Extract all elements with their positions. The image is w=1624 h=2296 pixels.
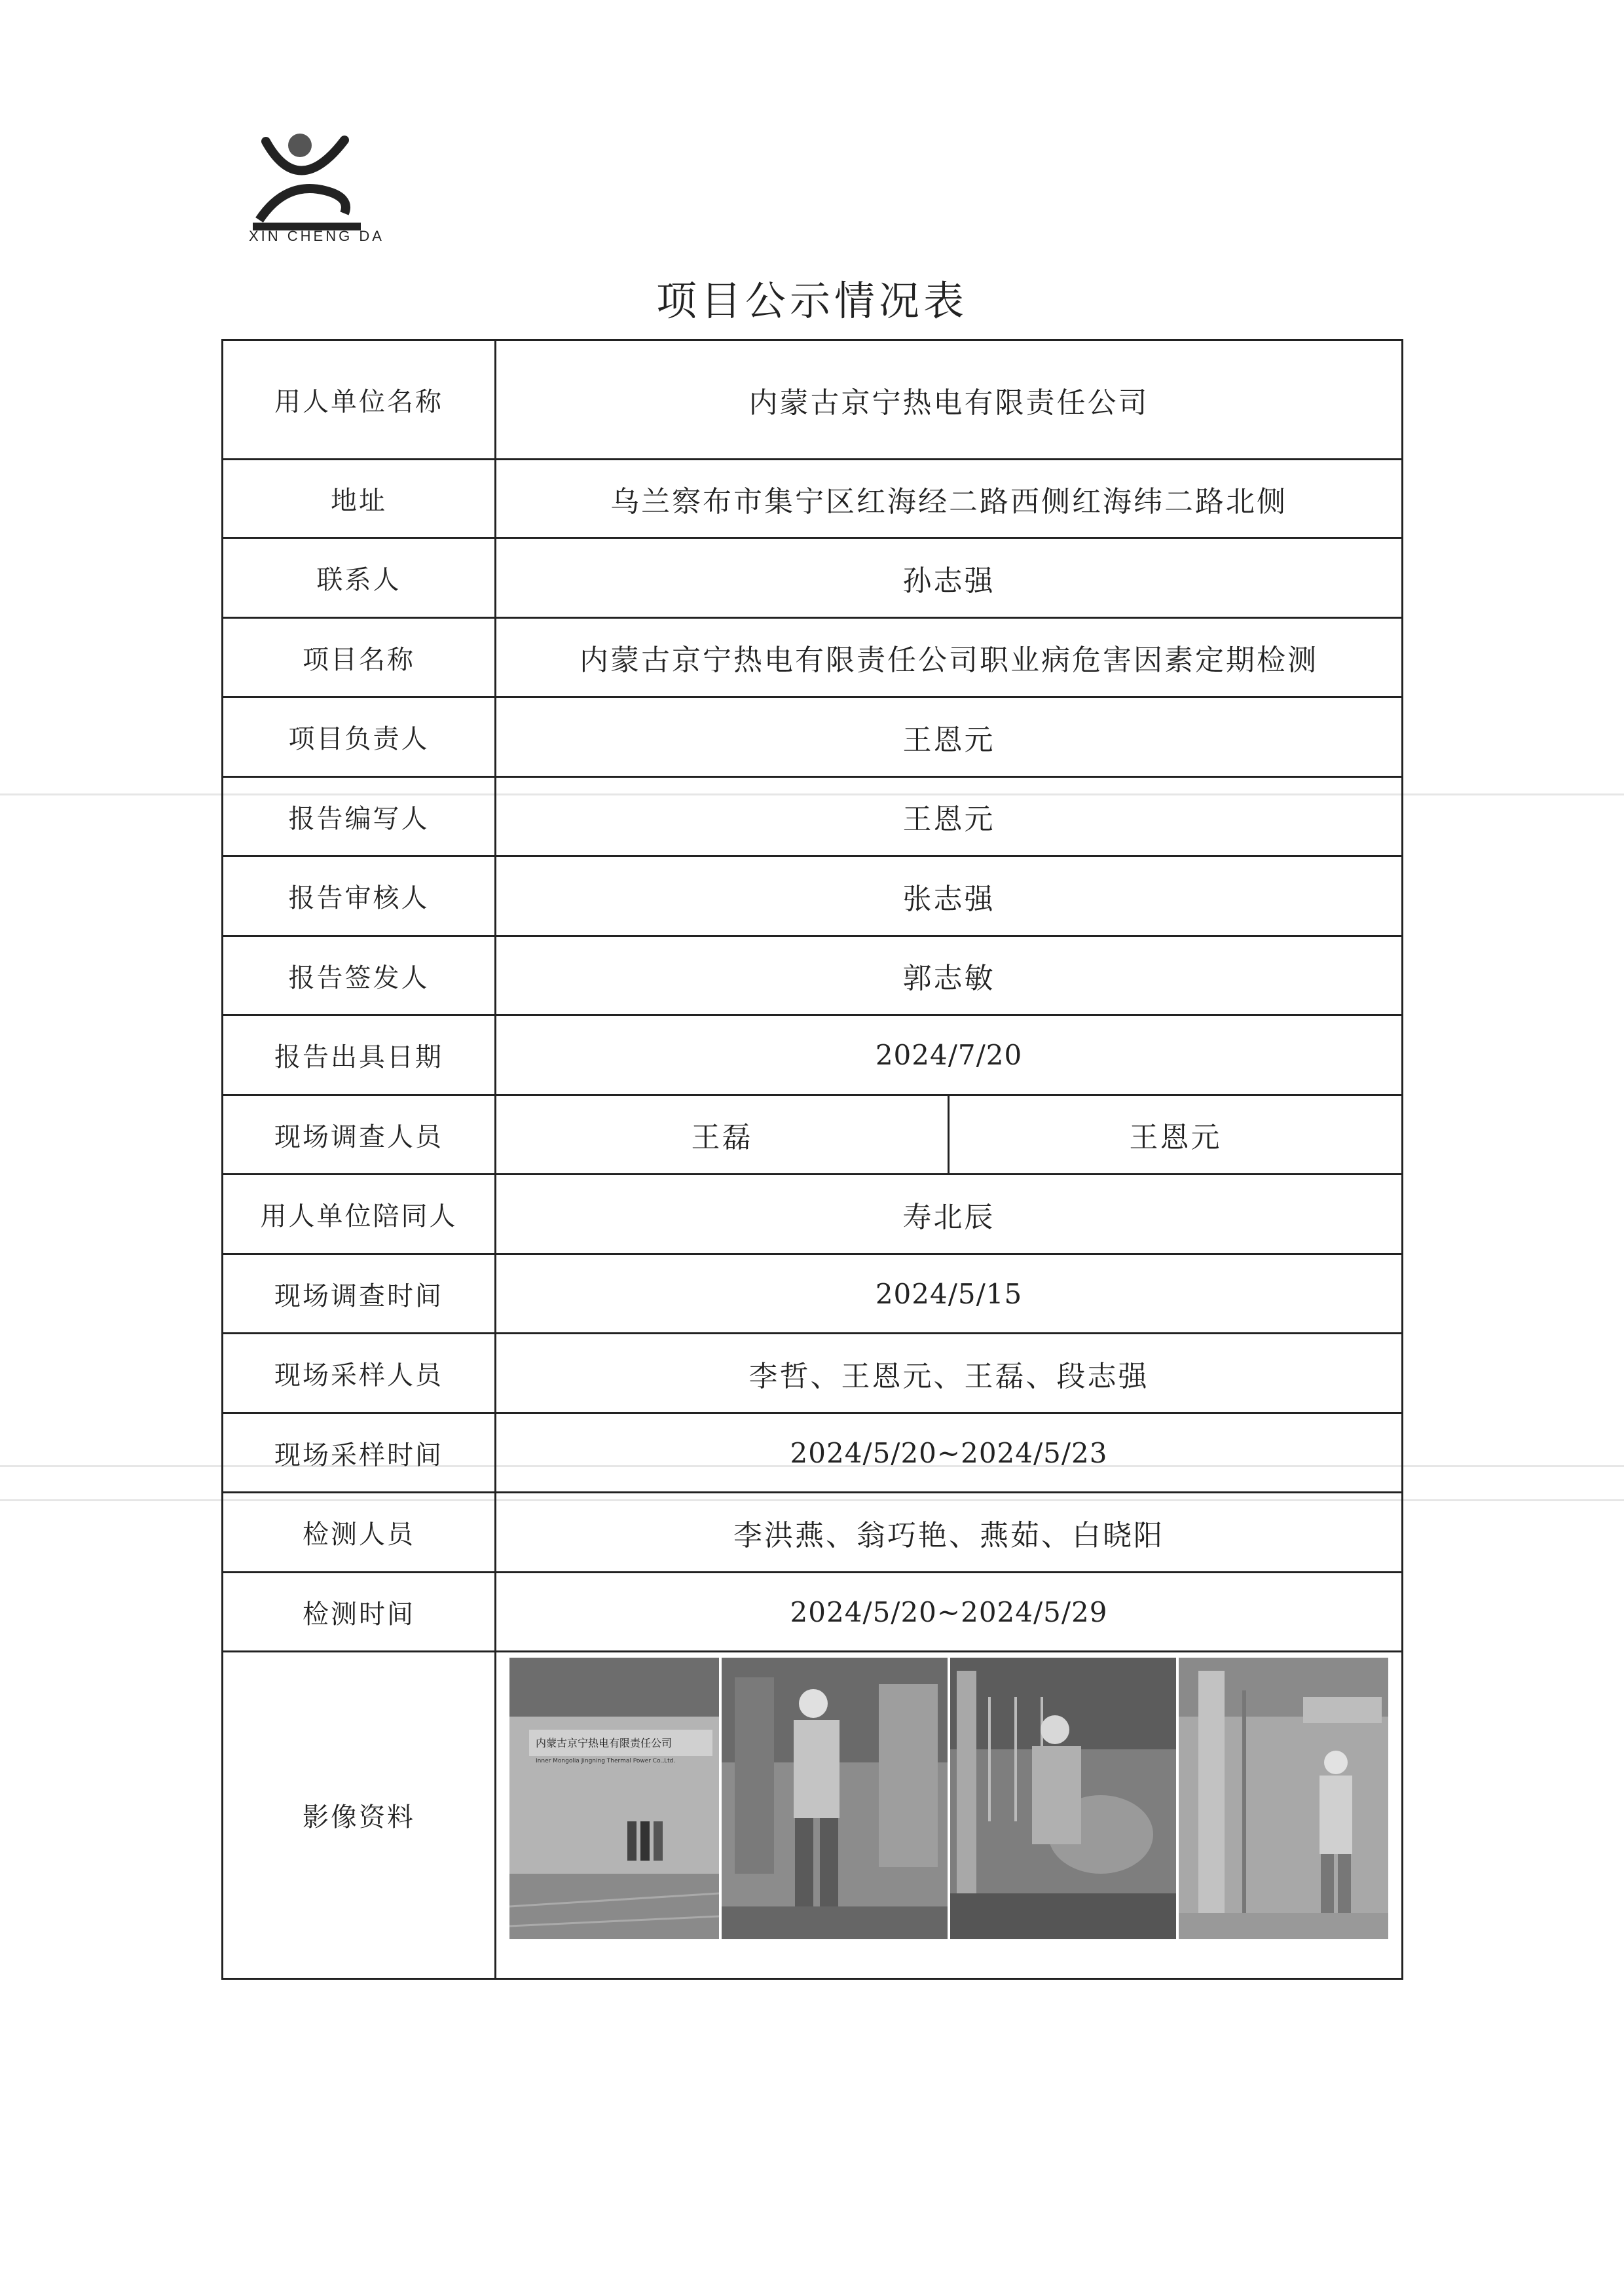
row-label: 检测人员 (223, 1493, 496, 1573)
row-value: 郭志敏 (496, 936, 1403, 1015)
row-value: 王恩元 (496, 697, 1403, 777)
row-value: 2024/7/20 (496, 1015, 1403, 1095)
row-label: 现场调查人员 (223, 1095, 496, 1175)
row-label: 现场采样人员 (223, 1334, 496, 1413)
row-value: 乌兰察布市集宁区红海经二路西侧红海纬二路北侧 (496, 460, 1403, 538)
table-row (223, 1573, 1403, 1652)
row-label: 用人单位名称 (223, 340, 496, 460)
photo-strip (496, 1652, 1401, 1939)
row-label: 项目负责人 (223, 697, 496, 777)
table-row (223, 1493, 1403, 1573)
row-label: 现场采样时间 (223, 1413, 496, 1493)
row-label: 用人单位陪同人 (223, 1175, 496, 1254)
row-label: 影像资料 (223, 1652, 496, 1979)
logo-text: XIN CHENG DA (249, 228, 384, 244)
table-row (223, 1413, 1403, 1493)
table-row (223, 777, 1403, 856)
row-value: 李哲、王恩元、王磊、段志强 (496, 1334, 1403, 1413)
gate-sign-en: Inner Mongolia Jingning Thermal Power Co.,Ltd. (536, 1758, 676, 1764)
table-row (223, 936, 1403, 1015)
table-row (223, 1175, 1403, 1254)
row-value: 王恩元 (496, 777, 1403, 856)
row-label: 现场调查时间 (223, 1254, 496, 1334)
row-label: 报告签发人 (223, 936, 496, 1015)
table-row (223, 460, 1403, 538)
row-value: 孙志强 (496, 538, 1403, 618)
table-row (223, 618, 1403, 697)
row-value: 2024/5/20~2024/5/29 (496, 1573, 1403, 1652)
row-value: 内蒙古京宁热电有限责任公司 (496, 340, 1403, 460)
table-row (223, 1652, 1403, 1979)
worker-sampling-photo-3 (1179, 1658, 1388, 1939)
row-label: 报告编写人 (223, 777, 496, 856)
row-value: 2024/5/15 (496, 1254, 1403, 1334)
page-title: 项目公示情况表 (655, 277, 968, 325)
worker-sampling-photo-1 (722, 1658, 948, 1939)
table-row (223, 1015, 1403, 1095)
row-value: 张志强 (496, 856, 1403, 936)
row-value: 2024/5/20~2024/5/23 (496, 1413, 1403, 1493)
table-row (223, 340, 1403, 460)
company-gate-photo (509, 1658, 719, 1939)
table-row (223, 697, 1403, 777)
table-row (223, 1254, 1403, 1334)
row-label: 检测时间 (223, 1573, 496, 1652)
row-value: 王恩元 (949, 1095, 1403, 1175)
row-value: 王磊 (496, 1095, 949, 1175)
photo-cell (496, 1652, 1403, 1979)
row-label: 联系人 (223, 538, 496, 618)
row-label: 报告审核人 (223, 856, 496, 936)
table-row (223, 1334, 1403, 1413)
row-label: 项目名称 (223, 618, 496, 697)
project-info-table (221, 339, 1403, 1980)
table-row (223, 856, 1403, 936)
row-value: 内蒙古京宁热电有限责任公司职业病危害因素定期检测 (496, 618, 1403, 697)
table-row (223, 538, 1403, 618)
row-label: 地址 (223, 460, 496, 538)
row-value: 李洪燕、翁巧艳、燕茹、白晓阳 (496, 1493, 1403, 1573)
gate-sign-text: 内蒙古京宁热电有限责任公司 (536, 1737, 673, 1749)
row-label: 报告出具日期 (223, 1015, 496, 1095)
table-row (223, 1095, 1403, 1175)
row-value: 寿北辰 (496, 1175, 1403, 1254)
worker-sampling-photo-2 (950, 1658, 1176, 1939)
